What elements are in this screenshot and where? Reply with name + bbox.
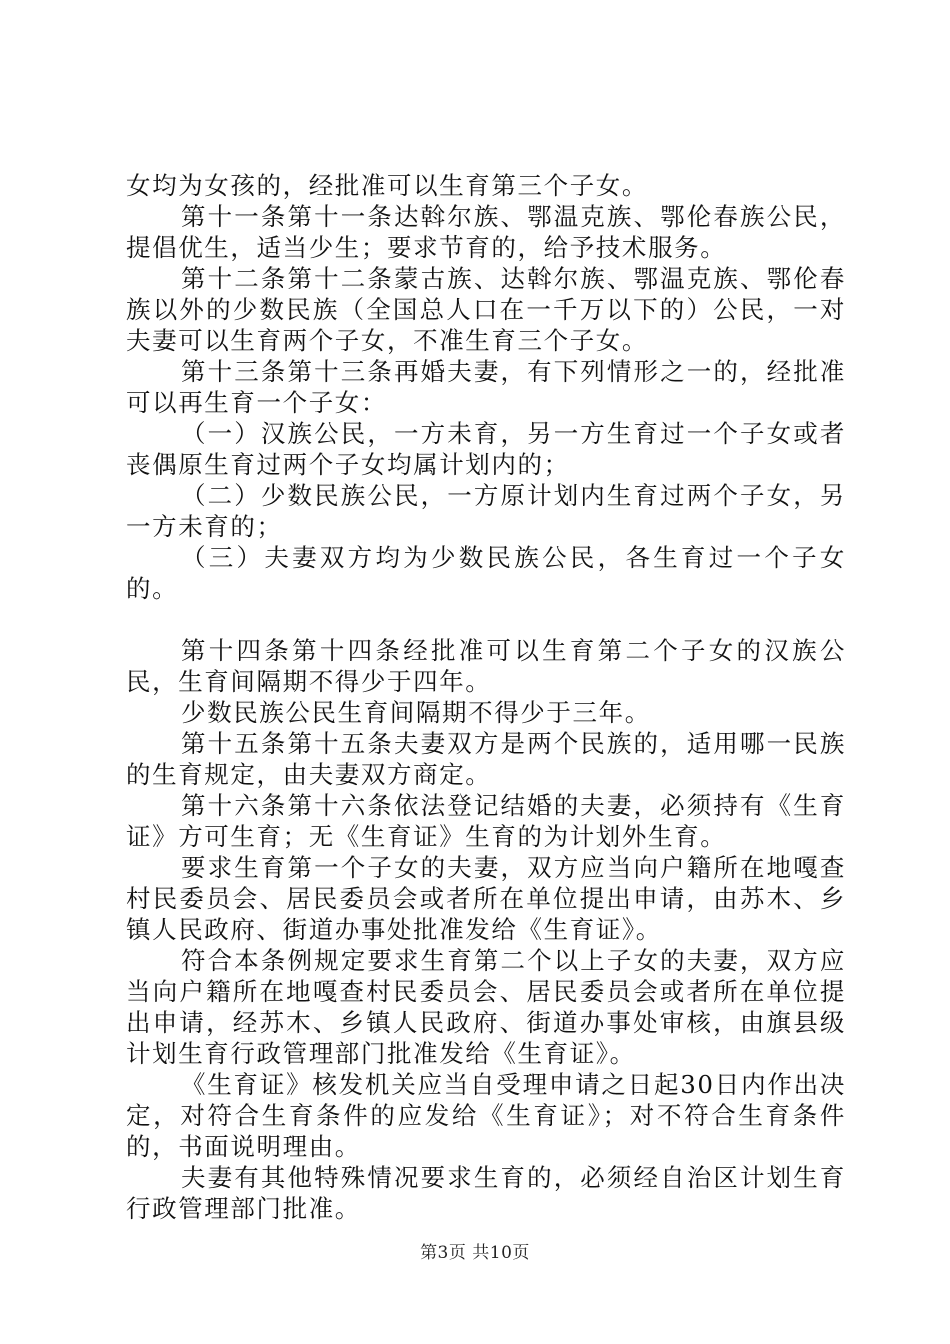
- paragraph-article-15: 第十五条第十五条夫妻双方是两个民族的，适用哪一民族的生育规定，由夫妻双方商定。: [126, 729, 846, 789]
- paragraph-article-16-second-child: 符合本条例规定要求生育第二个以上子女的夫妻，双方应当向户籍所在地嘎查村民委员会、居民委员会或者所在单位提出申请，经苏木、乡镇人民政府、街道办事处审核，由旗县级计划生育行政管理部门批准发给《生育证》。: [126, 946, 846, 1068]
- paragraph-article-14-minority: 少数民族公民生育间隔期不得少于三年。: [181, 698, 651, 727]
- page-number-footer: 第3页 共10页: [420, 1243, 530, 1263]
- paragraph-article-13-item-2: （二）少数民族公民，一方原计划内生育过两个子女，另一方未育的；: [126, 481, 846, 541]
- paragraph-article-14: 第十四条第十四条经批准可以生育第二个子女的汉族公民，生育间隔期不得少于四年。: [126, 636, 846, 696]
- paragraph-article-13-item-1: （一）汉族公民，一方未育，另一方生育过一个子女或者丧偶原生育过两个子女均属计划内的；: [126, 419, 846, 479]
- paragraph-spacer: [126, 604, 846, 635]
- paragraph-article-12: 第十二条第十二条蒙古族、达斡尔族、鄂温克族、鄂伦春族以外的少数民族（全国总人口在一千万以下的）公民，一对夫妻可以生育两个子女，不准生育三个子女。: [126, 264, 846, 355]
- paragraph-article-16: 第十六条第十六条依法登记结婚的夫妻，必须持有《生育证》方可生育；无《生育证》生育的为计划外生育。: [126, 791, 846, 851]
- paragraph-article-16-first-child: 要求生育第一个子女的夫妻，双方应当向户籍所在地嘎查村民委员会、居民委员会或者所在单位提出申请，由苏木、乡镇人民政府、街道办事处批准发给《生育证》。: [126, 853, 846, 944]
- paragraph-article-13: 第十三条第十三条再婚夫妻，有下列情形之一的，经批准可以再生育一个子女：: [126, 357, 846, 417]
- paragraph-article-11: 第十一条第十一条达斡尔族、鄂温克族、鄂伦春族公民，提倡优生，适当少生；要求节育的，给予技术服务。: [126, 202, 846, 262]
- paragraph-article-16-special: 夫妻有其他特殊情况要求生育的，必须经自治区计划生育行政管理部门批准。: [126, 1163, 846, 1223]
- paragraph-article-16-issuance: 《生育证》核发机关应当自受理申请之日起30日内作出决定，对符合生育条件的应发给《生育证》；对不符合生育条件的，书面说明理由。: [126, 1070, 846, 1161]
- document-body: [126, 170, 846, 1224]
- paragraph-article-13-item-3: （三）夫妻双方均为少数民族公民，各生育过一个子女的。: [126, 543, 846, 603]
- paragraph-continuation: 女均为女孩的，经批准可以生育第三个子女。: [126, 171, 648, 200]
